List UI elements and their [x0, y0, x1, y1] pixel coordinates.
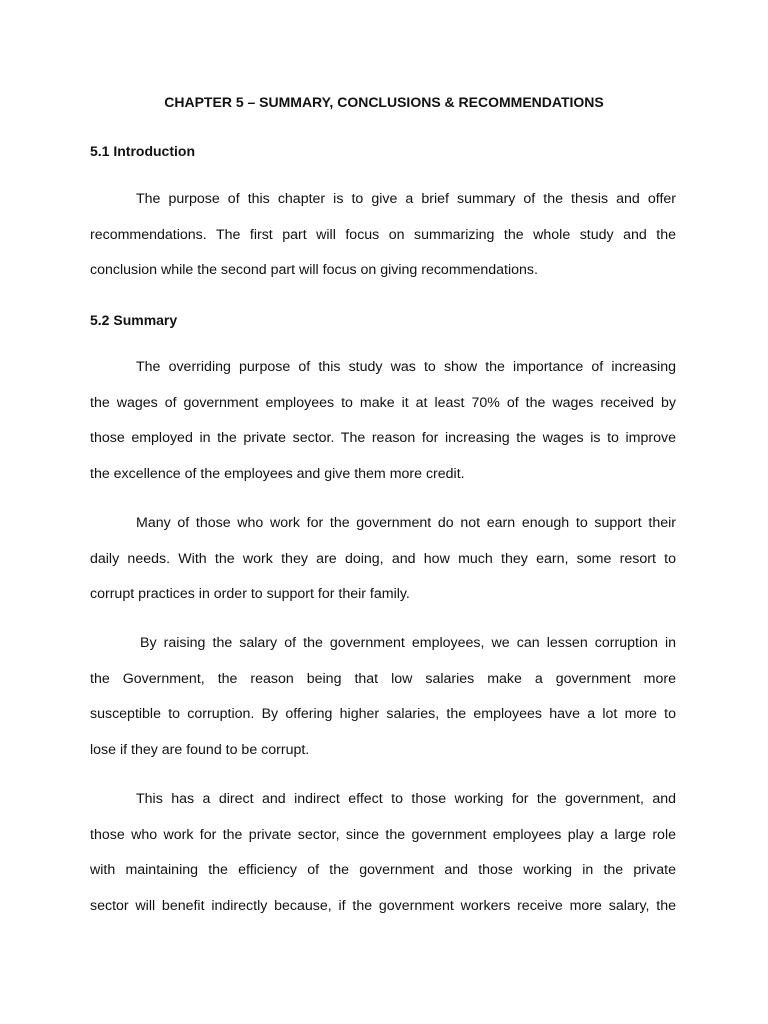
- paragraph-summary-purpose: [90, 357, 676, 500]
- paragraph-line: The overriding purpose of this study was to show the importance of increasing: [136, 359, 676, 375]
- paragraph-line: recommendations. The first part will focus on summarizing the whole study and the: [90, 226, 676, 243]
- paragraph-introduction: [90, 189, 676, 296]
- paragraph-line: those employed in the private sector. The reason for increasing the wages is to improve: [90, 430, 676, 447]
- paragraph-line: the wages of government employees to make it at least 70% of the wages received by: [90, 394, 676, 411]
- paragraph-line: This has a direct and indirect effect to those working for the government, and: [136, 791, 676, 807]
- paragraph-line: conclusion while the second part will focus on giving recommendations.: [90, 262, 538, 279]
- paragraph-summary-effect: [90, 789, 676, 932]
- section-heading-summary: 5.2 Summary: [90, 312, 178, 328]
- paragraph-line: By raising the salary of the government employees, we can lessen corruption in: [140, 635, 676, 651]
- paragraph-summary-corruption: [90, 633, 676, 776]
- paragraph-line: the excellence of the employees and give them more credit.: [90, 466, 465, 483]
- paragraph-line: susceptible to corruption. By offering higher salaries, the employees have a lot more to: [90, 706, 676, 723]
- paragraph-line: Many of those who work for the government do not earn enough to support their: [136, 515, 676, 531]
- section-heading-introduction: 5.1 Introduction: [90, 143, 195, 159]
- chapter-title: CHAPTER 5 – SUMMARY, CONCLUSIONS & RECOMMENDATIONS: [164, 94, 604, 110]
- paragraph-line: The purpose of this chapter is to give a brief summary of the thesis and offer: [136, 191, 676, 207]
- paragraph-line: corrupt practices in order to support for their family.: [90, 586, 410, 603]
- paragraph-line: sector will benefit indirectly because, if the government workers receive more salary, the: [90, 898, 676, 915]
- paragraph-summary-needs: [90, 513, 676, 620]
- paragraph-line: lose if they are found to be corrupt.: [90, 742, 310, 759]
- paragraph-line: the Government, the reason being that low salaries make a government more: [90, 670, 676, 687]
- paragraph-line: with maintaining the efficiency of the government and those working in the private: [90, 862, 676, 879]
- paragraph-line: those who work for the private sector, since the government employees play a large role: [90, 826, 676, 843]
- paragraph-line: daily needs. With the work they are doing, and how much they earn, some resort to: [90, 550, 676, 567]
